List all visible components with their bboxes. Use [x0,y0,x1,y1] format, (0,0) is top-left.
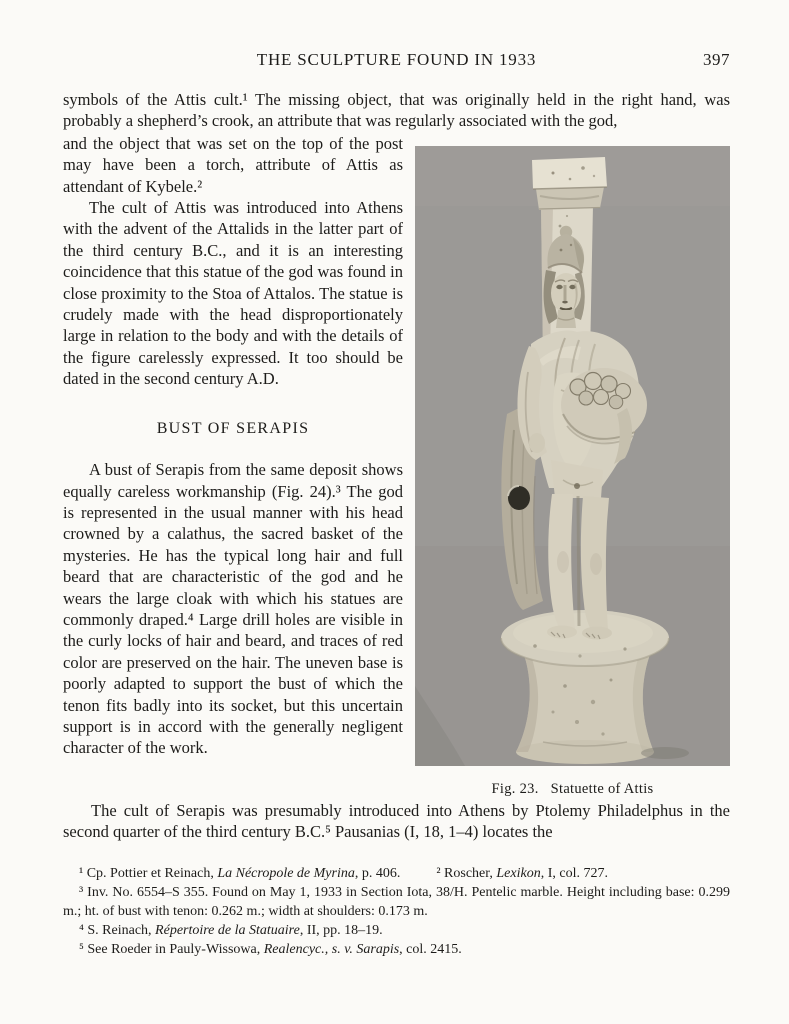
footnote-4-start: ⁴ S. Reinach, [79,922,156,938]
footnote-4-end: , II, pp. 18–19. [299,922,383,938]
paragraph-serapis-cult: The cult of Serapis was presumably introduced into Athens by Ptolemy Philadelphus in the second quarter of the third century B.C.⁵ Pausanias (I, 18, 1–4) locates the [63,800,730,842]
round-base [501,610,669,666]
footnote-1-end: , p. 406. [354,865,401,881]
footnote-5-start: ⁵ See Roeder in Pauly-Wissowa, [79,941,264,957]
footnote-4-title: Répertoire de la Statuaire [155,922,300,938]
page-header [63,50,730,74]
footnote-1: ¹ Cp. Pottier et Reinach, [79,865,218,881]
figure-column [415,133,730,798]
footnote-5-end: , col. 2415. [399,941,462,957]
paragraph-attis-continuation: and the object that was set on the top of the post may have been a torch, attribute of Attis as attendant of Kybele.² [63,133,403,196]
closing-paragraph-block [63,800,730,843]
pillar-capital [532,157,607,210]
footnote-5-title: Realencyc., s. v. Sarapis [263,941,400,957]
footnote-2: ² Roscher, [436,865,497,881]
pedestal-drum [516,652,654,764]
footnote-5 [63,940,730,959]
footnote-4 [63,921,730,940]
section-heading-bust-of-serapis: BUST OF SERAPIS [156,419,310,437]
figure-caption-label: Fig. 23. [491,780,539,797]
paragraph-serapis-bust: A bust of Serapis from the same deposit shows equally careless workmanship (Fig. 24).³ The god is represented in the usual manner with his head crowned by a calathus, the sacred basket of the mysteries. He has the typical long hair and full beard that are characteristic of the god and he wears the large cloak with which his statues are commonly draped.⁴ Large drill holes are visible in the curly locks of hair and beard, and traces of red color are preserved on the hair. The uneven base is poorly adapted to support the bust of which the tenon fits badly into its socket, but this uncertain support is in accord with the generally negligent character of the work. [63,460,403,758]
footnote-2-title: Lexikon [496,865,541,881]
footnote-2-end: , I, col. 727. [540,865,608,881]
two-column-layout [63,133,730,798]
figure-caption-text: Statuette of Attis [550,780,654,797]
legs [548,460,609,630]
running-title: THE SCULPTURE FOUND IN 1933 [256,50,537,69]
page-number: 397 [703,50,730,69]
figure-photo-statuette-of-attis [415,146,730,766]
paragraph-attis-cult: The cult of Attis was introduced into Athens with the advent of the Attalids in the latter part of the third century B.C., and it is an interesting coincidence that this statue of the god was found in close proximity to the Stoa of Attalos. The statue is crudely made with the head disproportionately large in relation to the body and with the details of the figure carelessly expressed. It too should be dated in the second century A.D. [63,198,403,389]
footnote-1-title: La Nécropole de Myrina [217,865,355,881]
left-text-column [63,133,403,759]
statuette-illustration [415,146,730,766]
face [551,273,581,313]
footnotes-section [63,864,730,959]
figure-caption [415,781,730,798]
cast-shadow [641,747,689,759]
intro-paragraph: symbols of the Attis cult.¹ The missing object, that was originally held in the right hand, was probably a shepherd’s crook, an attribute that was regularly associated with the god, [63,90,730,131]
cloak-fruit-bundle [561,368,647,443]
footnote-1-and-2 [63,864,730,883]
footnote-3: ³ Inv. No. 6554–S 355. Found on May 1, 1933 in Section Iota, 38/H. Pentelic marble. Height including base: 0.299 m.; ht. of bust with tenon: 0.262 m.; width at shoulders: 0.173 m. [63,884,730,919]
